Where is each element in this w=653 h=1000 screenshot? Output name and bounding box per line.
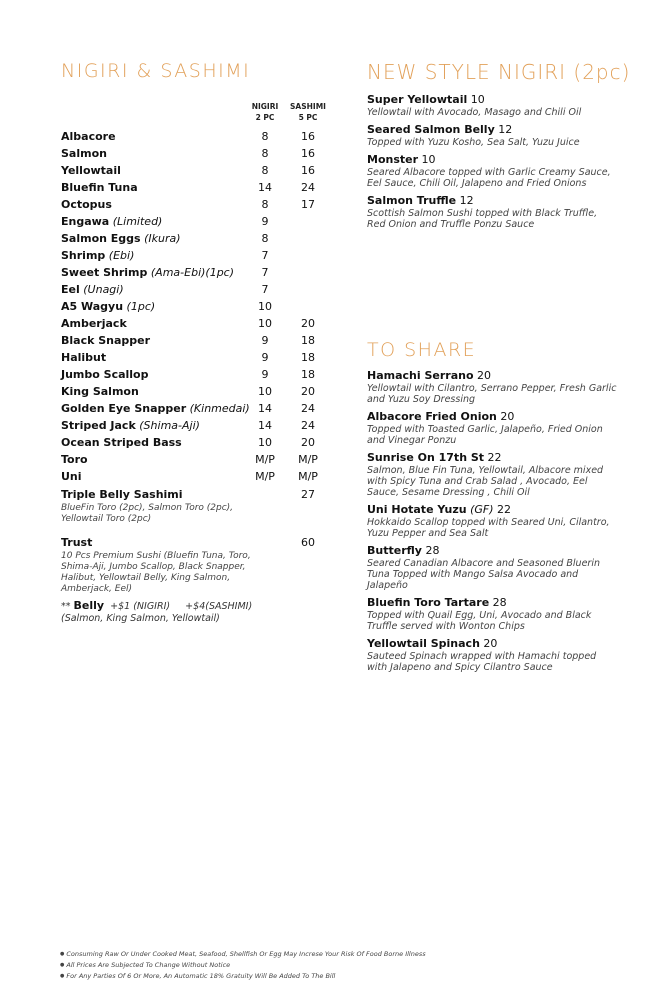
menu-row bbox=[61, 298, 331, 315]
menu-item bbox=[367, 93, 617, 118]
item-heading bbox=[367, 503, 617, 517]
nigiri-price: 8 bbox=[261, 130, 269, 143]
footer-note: ● For Any Parties Of 6 Or More, An Automatic 18% Gratuity Will Be Added To The Bill bbox=[60, 971, 426, 982]
belly-note bbox=[61, 600, 252, 625]
item-name: Triple Belly Sashimi bbox=[61, 488, 183, 501]
item-name: Jumbo Scallop bbox=[61, 368, 149, 381]
item-note: (Shima-Aji) bbox=[139, 419, 200, 432]
item-heading bbox=[367, 194, 617, 208]
menu-item bbox=[367, 596, 617, 632]
nigiri-price: 14 bbox=[258, 181, 272, 194]
nigiri-price: 8 bbox=[261, 232, 269, 245]
belly-note-pricing: +$1 (NIGIRI) +$4(SASHIMI) bbox=[104, 601, 253, 612]
item-heading bbox=[367, 596, 617, 610]
item-price: 20 bbox=[500, 410, 515, 423]
menu-item bbox=[367, 123, 617, 148]
item-name: Black Snapper bbox=[61, 334, 151, 347]
sashimi-price: M/P bbox=[298, 470, 318, 483]
menu-row bbox=[61, 383, 331, 400]
item-name: Uni bbox=[61, 470, 82, 483]
item-name: Yellowtail bbox=[61, 164, 121, 177]
menu-row bbox=[61, 417, 331, 434]
to-share-title: TO SHARE bbox=[367, 339, 477, 361]
item-name: Albacore Fried Onion bbox=[367, 410, 497, 423]
belly-note-name: Belly bbox=[73, 599, 105, 612]
belly-note-fish: (Salmon, King Salmon, Yellowtail) bbox=[61, 613, 220, 624]
nigiri-price: 7 bbox=[261, 249, 269, 262]
belly-note-prefix: ** bbox=[61, 601, 74, 612]
menu-row bbox=[61, 434, 331, 451]
item-name: Sunrise On 17th St bbox=[367, 451, 485, 464]
menu-row bbox=[61, 128, 331, 145]
item-description: Hokkaido Scallop topped with Seared Uni, Cilantro, Yuzu Pepper and Sea Salt bbox=[367, 517, 610, 539]
item-description: 10 Pcs Premium Sushi (Bluefin Tuna, Toro, Shima-Aji, Jumbo Scallop, Black Snapper, Halibut, Yellowtail Belly, King Salmon, Amberjack, Eel) bbox=[61, 551, 251, 594]
item-note: (Ikura) bbox=[144, 232, 181, 245]
nigiri-price: M/P bbox=[255, 453, 275, 466]
belly-note-line bbox=[61, 600, 252, 613]
nigiri-price: M/P bbox=[255, 470, 275, 483]
item-price: 20 bbox=[477, 369, 492, 382]
item-price: 10 bbox=[421, 153, 436, 166]
nigiri-price: 8 bbox=[261, 198, 269, 211]
nigiri-price: 9 bbox=[261, 215, 269, 228]
footer-note: ● Consuming Raw Or Under Cooked Meat, Seafood, Shellfish Or Egg May Increse Your Risk Of Food Borne Illness bbox=[60, 949, 426, 960]
nigiri-price: 10 bbox=[258, 436, 272, 449]
item-name: Striped Jack bbox=[61, 419, 136, 432]
item-price: 28 bbox=[492, 596, 507, 609]
item-name: Salmon Truffle bbox=[367, 194, 457, 207]
menu-row bbox=[61, 468, 331, 485]
item-name: Seared Salmon Belly bbox=[367, 123, 495, 136]
menu-row bbox=[61, 213, 331, 230]
item-name: Albacore bbox=[61, 130, 116, 143]
menu-item bbox=[367, 451, 617, 498]
item-note: (Kinmedai) bbox=[189, 402, 250, 415]
sashimi-price: 60 bbox=[301, 536, 315, 549]
sashimi-price: 24 bbox=[301, 402, 315, 415]
item-price: 20 bbox=[483, 637, 498, 650]
nigiri-column-header: NIGIRI 2 PC bbox=[251, 102, 279, 122]
nigiri-price: 14 bbox=[258, 402, 272, 415]
menu-item bbox=[367, 410, 617, 446]
nigiri-price: 9 bbox=[261, 334, 269, 347]
menu-row bbox=[61, 366, 331, 383]
item-name: Sweet Shrimp bbox=[61, 266, 148, 279]
footer-notes bbox=[60, 949, 426, 982]
item-description: Seared Canadian Albacore and Seasoned Bluerin Tuna Topped with Mango Salsa Avocado and Jalapeño bbox=[367, 558, 600, 591]
menu-row bbox=[61, 145, 331, 162]
menu-row bbox=[61, 332, 331, 349]
item-heading bbox=[367, 637, 617, 651]
item-note: (Limited) bbox=[112, 215, 163, 228]
nigiri-price: 14 bbox=[258, 419, 272, 432]
nigiri-price: 7 bbox=[261, 283, 269, 296]
menu-item bbox=[367, 637, 617, 673]
item-name: Toro bbox=[61, 453, 88, 466]
sashimi-price: 18 bbox=[301, 368, 315, 381]
item-description: Salmon, Blue Fin Tuna, Yellowtail, Albacore mixed with Spicy Tuna and Crab Salad , Avocado, Eel Sauce, Sesame Dressing , Chili Oil bbox=[367, 465, 604, 498]
item-note: (Ama-Ebi)(1pc) bbox=[150, 266, 235, 279]
sashimi-price: 20 bbox=[301, 385, 315, 398]
item-name: Bluefin Tuna bbox=[61, 181, 138, 194]
item-name: Golden Eye Snapper bbox=[61, 402, 187, 415]
item-price: 12 bbox=[498, 123, 513, 136]
sashimi-column-header: SASHIMI 5 PC bbox=[290, 102, 326, 122]
item-price: 10 bbox=[470, 93, 485, 106]
item-name: Amberjack bbox=[61, 317, 127, 330]
item-name: Trust bbox=[61, 536, 93, 549]
nigiri-price: 10 bbox=[258, 317, 272, 330]
menu-item bbox=[367, 194, 617, 230]
nigiri-price: 8 bbox=[261, 164, 269, 177]
item-name: King Salmon bbox=[61, 385, 139, 398]
menu-item bbox=[367, 369, 617, 405]
new-style-nigiri-list bbox=[367, 93, 617, 235]
item-tag: (GF) bbox=[470, 503, 494, 516]
item-description: Yellowtail with Avocado, Masago and Chili Oil bbox=[367, 107, 582, 118]
nigiri-sashimi-title: NIGIRI & SASHIMI bbox=[61, 60, 251, 82]
sashimi-price: 17 bbox=[301, 198, 315, 211]
item-name: Octopus bbox=[61, 198, 112, 211]
item-name: Uni Hotate Yuzu bbox=[367, 503, 467, 516]
menu-item bbox=[367, 503, 617, 539]
nigiri-sashimi-list bbox=[61, 128, 331, 595]
sashimi-price: 18 bbox=[301, 334, 315, 347]
item-heading bbox=[367, 369, 617, 383]
item-description: Scottish Salmon Sushi topped with Black Truffle, Red Onion and Truffle Ponzu Sauce bbox=[367, 208, 598, 230]
menu-item bbox=[367, 153, 617, 189]
item-description: Topped with Toasted Garlic, Jalapeño, Fried Onion and Vinegar Ponzu bbox=[367, 424, 603, 446]
item-note: (Unagi) bbox=[83, 283, 124, 296]
menu-row bbox=[61, 349, 331, 366]
nigiri-price: 7 bbox=[261, 266, 269, 279]
item-heading bbox=[367, 451, 617, 465]
item-description: Sauteed Spinach wrapped with Hamachi topped with Jalapeno and Spicy Cilantro Sauce bbox=[367, 651, 597, 673]
nigiri-price: 9 bbox=[261, 351, 269, 364]
item-description: Yellowtail with Cilantro, Serrano Pepper, Fresh Garlic and Yuzu Soy Dressing bbox=[367, 383, 617, 405]
item-name: Bluefin Toro Tartare bbox=[367, 596, 490, 609]
item-name: Salmon bbox=[61, 147, 107, 160]
item-name: Monster bbox=[367, 153, 419, 166]
item-description: Topped with Yuzu Kosho, Sea Salt, Yuzu Juice bbox=[367, 137, 580, 148]
menu-row bbox=[61, 315, 331, 332]
sashimi-price: 16 bbox=[301, 147, 315, 160]
item-heading bbox=[367, 93, 617, 107]
item-name: Eel bbox=[61, 283, 80, 296]
sashimi-price: 24 bbox=[301, 419, 315, 432]
menu-row bbox=[61, 451, 331, 468]
item-description: Seared Albacore topped with Garlic Creamy Sauce, Eel Sauce, Chili Oil, Jalapeno and Fried Onions bbox=[367, 167, 611, 189]
item-name: Hamachi Serrano bbox=[367, 369, 474, 382]
nigiri-price: 10 bbox=[258, 385, 272, 398]
item-heading bbox=[367, 410, 617, 424]
to-share-list bbox=[367, 369, 617, 678]
trust-row bbox=[61, 533, 331, 595]
menu-row bbox=[61, 400, 331, 417]
item-name: Salmon Eggs bbox=[61, 232, 141, 245]
menu-row bbox=[61, 162, 331, 179]
item-heading bbox=[367, 544, 617, 558]
item-name: Super Yellowtail bbox=[367, 93, 468, 106]
sashimi-price: 16 bbox=[301, 130, 315, 143]
menu-row bbox=[61, 230, 331, 247]
item-price: 22 bbox=[497, 503, 512, 516]
item-price: 12 bbox=[459, 194, 474, 207]
item-description: Topped with Quail Egg, Uni, Avocado and Black Truffle served with Wonton Chips bbox=[367, 610, 592, 632]
menu-row bbox=[61, 196, 331, 213]
menu-row bbox=[61, 264, 331, 281]
nigiri-price: 8 bbox=[261, 147, 269, 160]
item-name: Butterfly bbox=[367, 544, 422, 557]
new-style-nigiri-title: NEW STYLE NIGIRI (2pc) bbox=[367, 60, 631, 84]
item-price: 22 bbox=[487, 451, 502, 464]
sashimi-price: 24 bbox=[301, 181, 315, 194]
item-name: Yellowtail Spinach bbox=[367, 637, 480, 650]
item-name: Shrimp bbox=[61, 249, 106, 262]
item-heading bbox=[367, 123, 617, 137]
item-price: 28 bbox=[425, 544, 440, 557]
sashimi-price: 20 bbox=[301, 436, 315, 449]
nigiri-price: 10 bbox=[258, 300, 272, 313]
sashimi-price: 20 bbox=[301, 317, 315, 330]
item-heading bbox=[367, 153, 617, 167]
item-note: (Ebi) bbox=[108, 249, 135, 262]
menu-row bbox=[61, 281, 331, 298]
footer-note: ● All Prices Are Subjected To Change Without Notice bbox=[60, 960, 426, 971]
sashimi-price: M/P bbox=[298, 453, 318, 466]
item-name: Ocean Striped Bass bbox=[61, 436, 182, 449]
triple-belly-row bbox=[61, 485, 331, 525]
item-name: Halibut bbox=[61, 351, 107, 364]
menu-item bbox=[367, 544, 617, 591]
item-name: Engawa bbox=[61, 215, 110, 228]
item-name: A5 Wagyu bbox=[61, 300, 124, 313]
menu-row bbox=[61, 247, 331, 264]
sashimi-price: 16 bbox=[301, 164, 315, 177]
sashimi-price: 18 bbox=[301, 351, 315, 364]
sashimi-price: 27 bbox=[301, 488, 315, 501]
item-description: BlueFin Toro (2pc), Salmon Toro (2pc), Yellowtail Toro (2pc) bbox=[61, 503, 234, 524]
menu-row bbox=[61, 179, 331, 196]
nigiri-price: 9 bbox=[261, 368, 269, 381]
item-note: (1pc) bbox=[126, 300, 156, 313]
